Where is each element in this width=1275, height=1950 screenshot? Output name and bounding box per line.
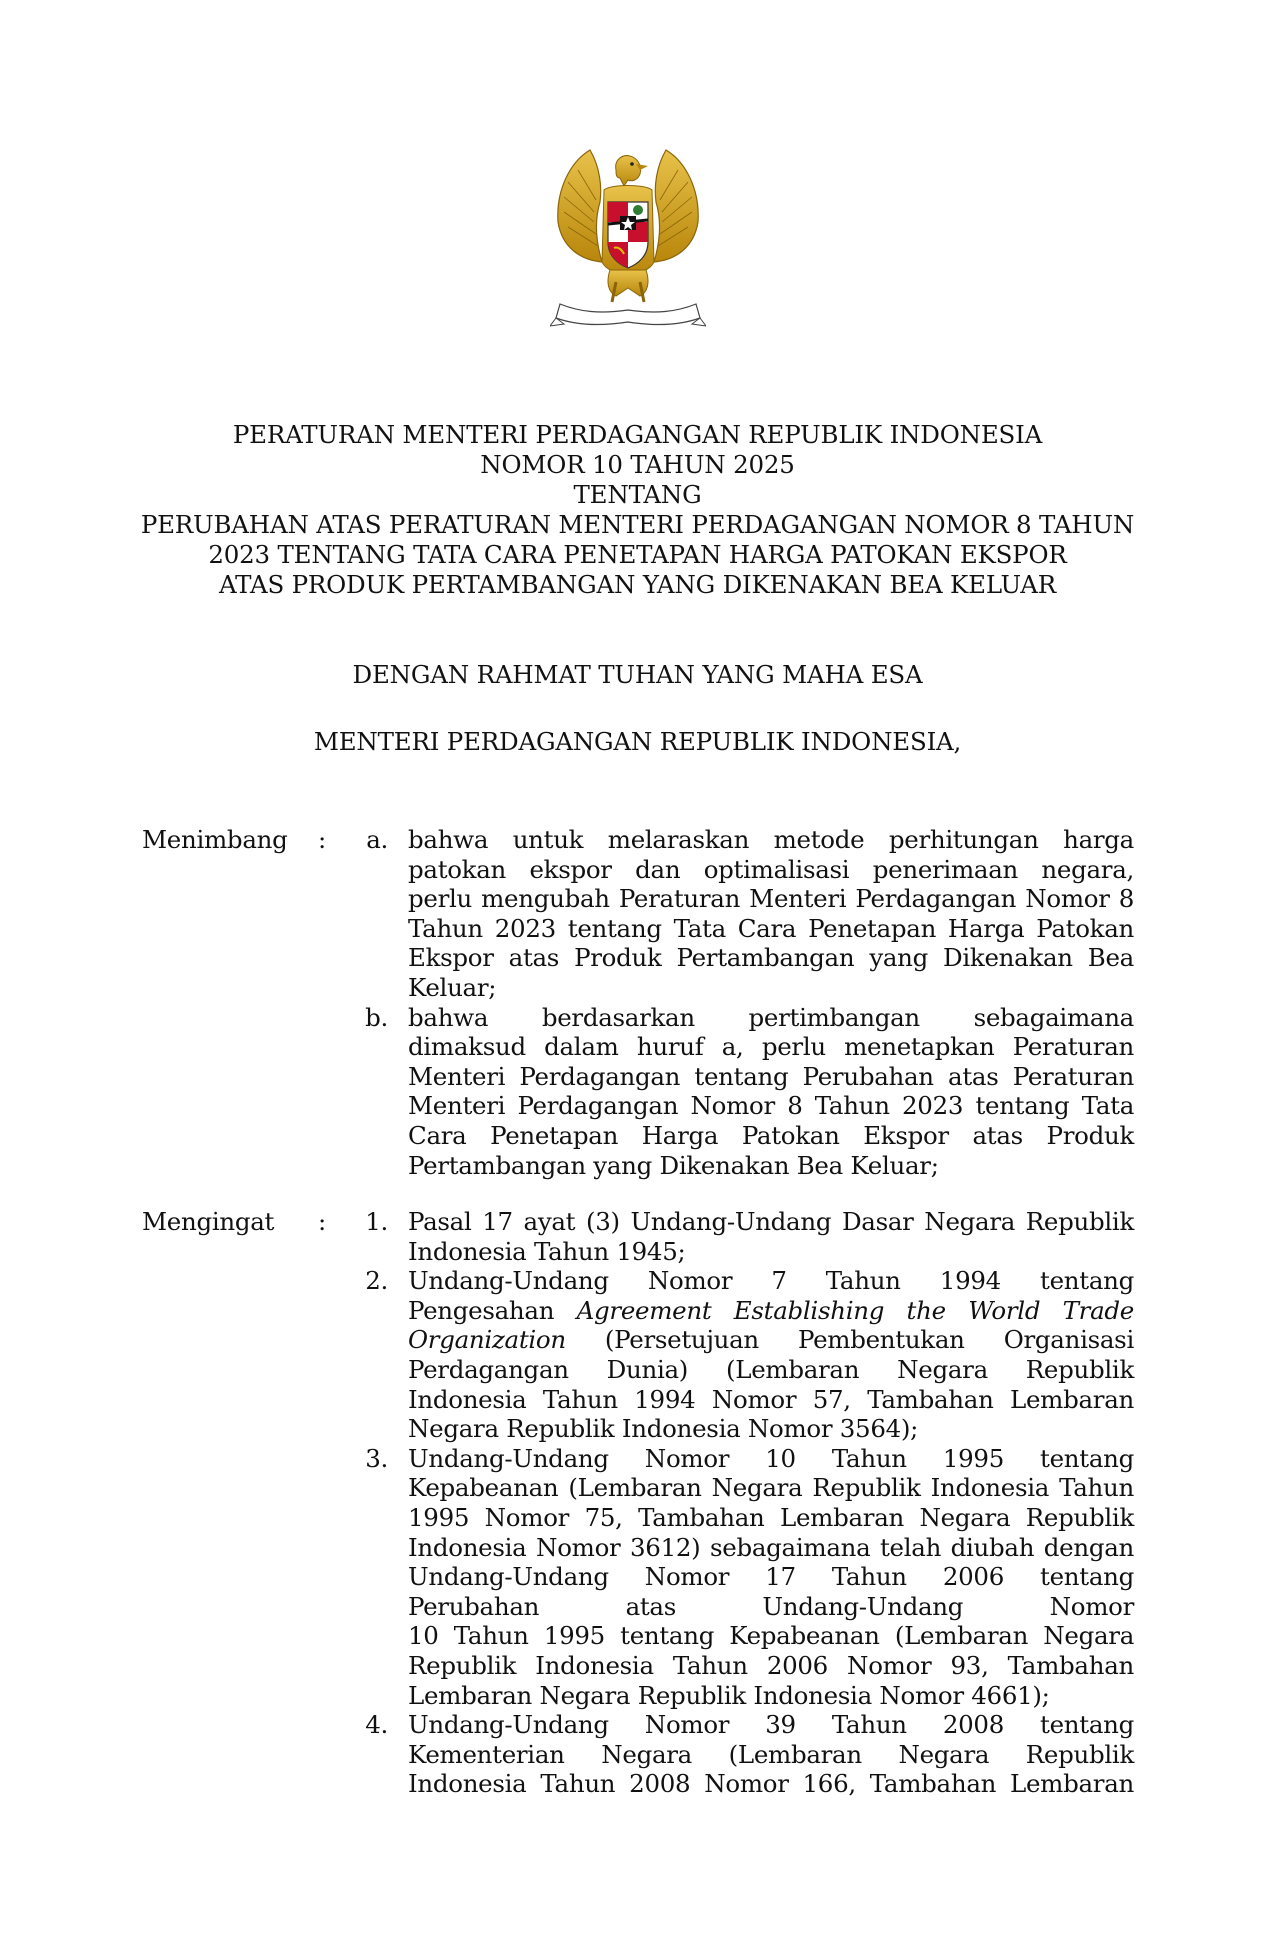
- heading-line: PERUBAHAN ATAS PERATURAN MENTERI PERDAGANGAN NOMOR 8 TAHUN: [140, 510, 1135, 539]
- text-line: Keluar;: [408, 972, 497, 1002]
- section-label: Mengingat: [142, 1207, 275, 1236]
- rahmat-line: DENGAN RAHMAT TUHAN YANG MAHA ESA: [352, 660, 923, 689]
- section-colon: :: [318, 1207, 326, 1236]
- text-line: Lembaran Negara Republik Indonesia Nomor 4661);: [408, 1680, 1050, 1710]
- text-line: Kepabeanan (Lembaran Negara Republik Indonesia Tahun: [408, 1473, 1134, 1503]
- menteri-line: MENTERI PERDAGANGAN REPUBLIK INDONESIA,: [313, 727, 962, 756]
- menimbang-section: [142, 825, 1134, 1180]
- text-line: Perdagangan Dunia) (Lembaran Negara Republik: [408, 1354, 1134, 1384]
- text-line: Pertambangan yang Dikenakan Bea Keluar;: [408, 1150, 939, 1180]
- text-line: Indonesia Tahun 1994 Nomor 57, Tambahan Lembaran: [408, 1384, 1134, 1414]
- heading-line: 2023 TENTANG TATA CARA PENETAPAN HARGA PATOKAN EKSPOR: [208, 540, 1067, 569]
- text-line: perlu mengubah Peraturan Menteri Perdagangan Nomor 8: [408, 884, 1134, 914]
- text-line: Negara Republik Indonesia Nomor 3564);: [408, 1414, 919, 1444]
- item-text: [408, 1444, 1134, 1710]
- text-line: Menteri Perdagangan tentang Perubahan atas Peraturan: [408, 1061, 1134, 1091]
- text-line: patokan ekspor dan optimalisasi penerimaan negara,: [408, 854, 1134, 884]
- text-line: Undang-Undang Nomor 7 Tahun 1994 tentang: [408, 1266, 1134, 1296]
- text-line: Menteri Perdagangan Nomor 8 Tahun 2023 tentang Tata: [408, 1091, 1134, 1121]
- item-number: b.: [365, 1002, 388, 1032]
- text-line: Pengesahan Agreement Establishing the World Trade: [408, 1295, 1134, 1325]
- text-line: Indonesia Tahun 1945;: [408, 1236, 686, 1266]
- menimbang-item: [142, 1003, 1134, 1181]
- item-text: [408, 1003, 1134, 1181]
- section-label: Menimbang: [142, 825, 288, 854]
- garuda-pancasila-emblem: [550, 142, 706, 332]
- text-line: dimaksud dalam huruf a, perlu menetapkan Peraturan: [408, 1032, 1134, 1062]
- mengingat-item: [142, 1207, 1134, 1266]
- text-line: Tahun 2023 tentang Tata Cara Penetapan Harga Patokan: [408, 913, 1134, 943]
- text-line: Organization (Persetujuan Pembentukan Organisasi: [408, 1325, 1134, 1355]
- text-line: Indonesia Nomor 3612) sebagaimana telah diubah dengan: [408, 1532, 1134, 1562]
- text-line: 10 Tahun 1995 tentang Kepabeanan (Lembaran Negara: [408, 1621, 1134, 1651]
- item-text: [408, 1207, 1134, 1266]
- text-line: Undang-Undang Nomor 17 Tahun 2006 tentang: [408, 1562, 1134, 1592]
- mengingat-item: [142, 1266, 1134, 1444]
- text-line: Kementerian Negara (Lembaran Negara Republik: [408, 1739, 1134, 1769]
- text-line: Ekspor atas Produk Pertambangan yang Dikenakan Bea: [408, 943, 1134, 973]
- mengingat-item: [142, 1444, 1134, 1710]
- item-number: 3.: [365, 1443, 388, 1473]
- text-line: bahwa berdasarkan pertimbangan sebagaimana: [408, 1002, 1134, 1032]
- regulation-heading: [100, 420, 1175, 600]
- item-text: [408, 1710, 1134, 1799]
- item-number: 4.: [365, 1710, 388, 1740]
- text-line: Undang-Undang Nomor 39 Tahun 2008 tentang: [408, 1710, 1134, 1740]
- text-line: Undang-Undang Nomor 10 Tahun 1995 tentang: [408, 1443, 1134, 1473]
- text-line: Republik Indonesia Tahun 2006 Nomor 93, Tambahan: [408, 1650, 1134, 1680]
- item-number: 1.: [365, 1207, 388, 1236]
- text-line: bahwa untuk melaraskan metode perhitungan harga: [408, 825, 1134, 854]
- heading-line: NOMOR 10 TAHUN 2025: [480, 450, 795, 479]
- section-colon: :: [318, 825, 326, 854]
- heading-line: PERATURAN MENTERI PERDAGANGAN REPUBLIK INDONESIA: [232, 420, 1043, 449]
- text-line: Cara Penetapan Harga Patokan Ekspor atas Produk: [408, 1120, 1134, 1150]
- text-line: Pasal 17 ayat (3) Undang-Undang Dasar Negara Republik: [408, 1207, 1134, 1236]
- item-number: 2.: [365, 1266, 388, 1296]
- heading-line: ATAS PRODUK PERTAMBANGAN YANG DIKENAKAN BEA KELUAR: [219, 570, 1056, 599]
- text-line: Indonesia Tahun 2008 Nomor 166, Tambahan Lembaran: [408, 1769, 1134, 1799]
- item-text: [408, 1266, 1134, 1444]
- item-number: a.: [366, 825, 388, 854]
- text-line: Perubahan atas Undang-Undang Nomor: [408, 1591, 1134, 1621]
- heading-line: TENTANG: [573, 480, 702, 509]
- mengingat-section: [142, 1207, 1134, 1799]
- text-line: 1995 Nomor 75, Tambahan Lembaran Negara Republik: [408, 1502, 1134, 1532]
- item-text: [408, 825, 1134, 1003]
- mengingat-item: [142, 1710, 1134, 1799]
- menimbang-item: [142, 825, 1134, 1003]
